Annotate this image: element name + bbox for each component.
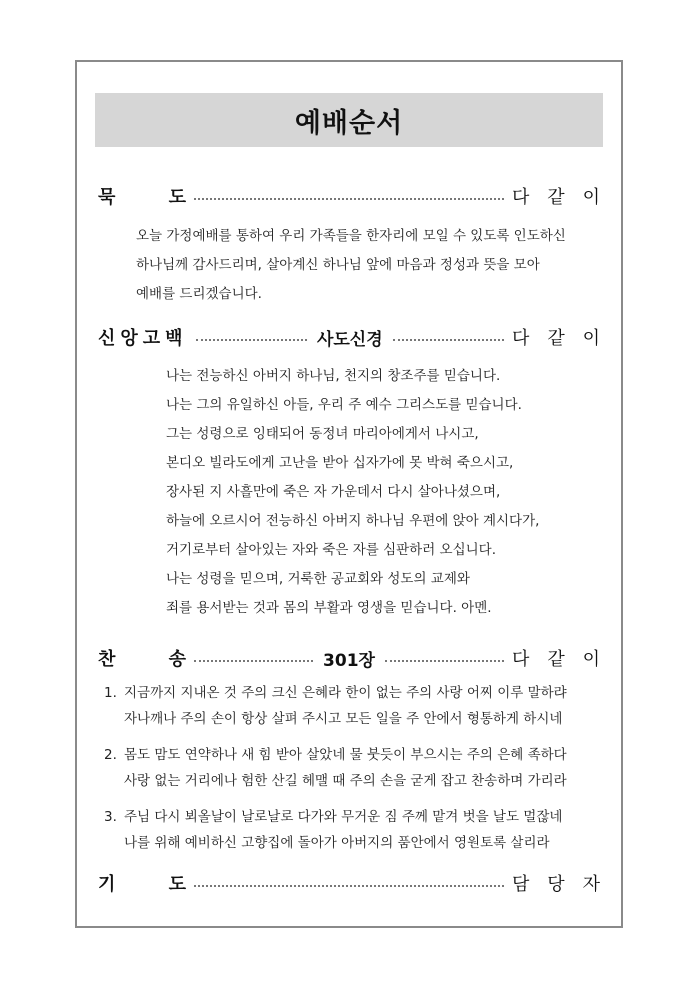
mukdo-text: 오늘 가정예배를 통하여 우리 가족들을 한자리에 모일 수 있도록 인도하신 하나님께 감사드리며, 살아계신 하나님 앞에 마음과 정성과 뜻을 모아 예배를 드리겠습니다. — [136, 228, 566, 302]
dotted-leader — [196, 339, 307, 341]
hymn-label: 찬 송 — [98, 649, 186, 670]
creed-text: 나는 전능하신 아버지 하나님, 천지의 창조주를 믿습니다. 나는 그의 유일하신 아들, 우리 주 예수 그리스도를 믿습니다. 그는 성령으로 잉태되어 동정녀 마리아에게서 나시고, 본디오 빌라도에게 고난을 받아 십자가에 못 박혀 죽으시고, 장사된 지 사흘만에 죽은 자 가운데서 다시 살아나셨으며, 하늘에 오르시어 전능하신 아버지 하나님 우편에 앉아 계시다가, 거기로부터 살아있는 자와 죽은 자를 심판하러 오십니다. 나는 성령을 믿으며, 거룩한 공교회와 성도의 교제와 죄를 용서받는 것과 몸의 부활과 영생을 믿습니다. 아멘. — [166, 368, 540, 616]
prayer-label: 기 도 — [98, 874, 186, 895]
section-hymn-header — [98, 643, 600, 673]
dotted-leader — [194, 198, 504, 200]
mukdo-label: 묵 도 — [98, 187, 186, 208]
mukdo-leader: 다 같 이 — [512, 187, 600, 208]
prayer-leader: 담 당 자 — [512, 874, 600, 895]
hymn-leader: 다 같 이 — [512, 649, 600, 670]
hymn-verse-1: 1. 지금까지 지내온 것 주의 크신 은혜라 한이 없는 주의 사랑 어찌 이루 말하랴 자나깨나 주의 손이 항상 살펴 주시고 모든 일을 주 안에서 형통하게 하시네 — [104, 680, 567, 732]
verse-number: 1. — [104, 685, 117, 701]
dotted-leader — [385, 660, 504, 662]
section-mukdo-header — [98, 181, 600, 211]
creed-leader: 다 같 이 — [512, 328, 600, 349]
hymn-verse-2: 2. 몸도 맘도 연약하나 새 힘 받아 살았네 물 붓듯이 부으시는 주의 은혜 족하다 사랑 없는 거리에나 험한 산길 헤맬 때 주의 손을 굳게 잡고 찬송하며 가리라 — [104, 742, 567, 794]
verse-number: 2. — [104, 747, 117, 763]
hymn-verse-3: 3. 주님 다시 뵈올날이 날로날로 다가와 무거운 짐 주께 맡겨 벗을 날도 멀잖네 나를 위해 예비하신 고향집에 돌아가 아버지의 품안에서 영원토록 살리라 — [104, 804, 562, 856]
dotted-leader — [194, 660, 313, 662]
title-bar — [95, 93, 603, 147]
dotted-leader — [194, 885, 504, 887]
dotted-leader — [393, 339, 504, 341]
section-creed-header — [98, 322, 600, 352]
creed-title: 사도신경 — [316, 329, 383, 350]
verse-number: 3. — [104, 809, 117, 825]
creed-label: 신앙고백 — [98, 328, 188, 349]
hymn-number: 301장 — [323, 650, 375, 671]
page-title: 예배순서 — [294, 107, 404, 139]
section-prayer-header — [98, 868, 600, 898]
